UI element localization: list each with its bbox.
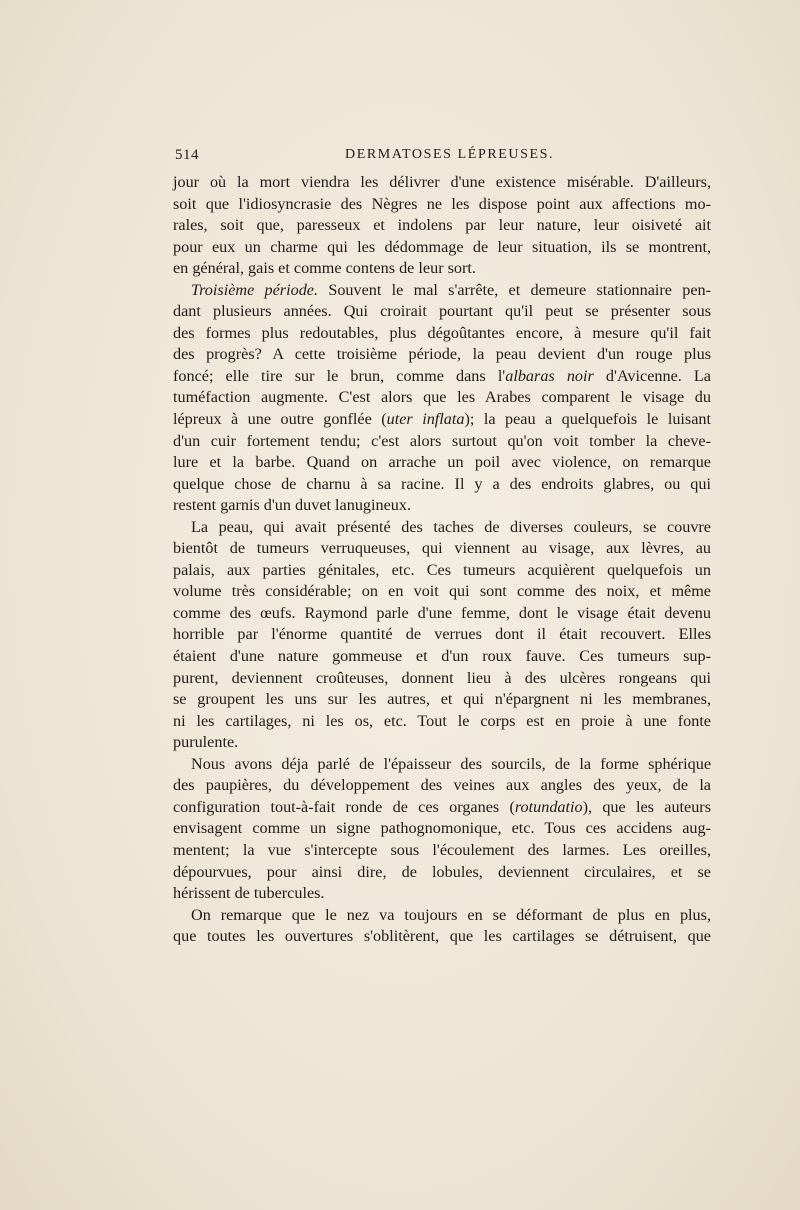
text-line: On remarque que le nez va toujours en se déformant de plus en plus, [191,905,711,924]
text-line: palais, aux parties génitales, etc. Ces tumeurs acquièrent quelquefois un [173,560,711,579]
text-line: comme des œufs. Raymond parle d'une femme, dont le visage était devenu [173,603,711,622]
text-line: ni les cartilages, ni les os, etc. Tout le corps est en proie à une fonte [173,711,711,730]
text-line: La peau, qui avait présenté des taches de diverses couleurs, se couvre [191,517,711,536]
text-line: volume très considérable; on en voit qui sont comme des noix, et même [173,582,711,601]
section-heading: Troisième période. [191,280,319,299]
text-line: hérissent de tubercules. [173,884,325,903]
text-line: lure et la barbe. Quand on arrache un poil avec violence, on remarque [173,453,711,472]
running-head: DERMATOSES LÉPREUSES. [345,147,555,162]
page-number: 514 [175,147,199,163]
text-line: quelque chose de charnu à sa racine. Il y a des endroits glabres, ou qui [173,474,711,493]
text-line: pour eux un charme qui les dédommage de leur situation, ils se montrent, [173,237,711,256]
text-line: des progrès? A cette troisième période, la peau devient d'un rouge plus [173,345,711,364]
page-header [175,147,711,169]
text-line: envisagent comme un signe pathognomonique, etc. Tous ces accidens aug- [173,819,711,838]
paragraph [173,754,711,905]
text-line: d'un cuir fortement tendu; c'est alors surtout qu'on voit tomber la cheve- [173,431,711,450]
text-line: restent garnis d'un duvet lanugineux. [173,496,412,515]
text-line: horrible par l'énorme quantité de verrues dont il était recouvert. Elles [173,625,711,644]
text-line: des paupières, du développement des veines aux angles des yeux, de la [173,776,711,795]
text-line [173,280,711,302]
text-line: foncé; elle tire sur le brun, comme dans l'albaras noir d'Avicenne. La [173,366,711,385]
paragraph [173,905,711,948]
text-line: dépourvues, pour ainsi dire, de lobules, deviennent circulaires, et se [173,862,711,881]
text-line: des formes plus redoutables, plus dégoûtantes encore, à mesure qu'il fait [173,323,711,342]
text-line: configuration tout-à-fait ronde de ces organes (rotundatio), que les auteurs [173,797,711,816]
text-line: se groupent les uns sur les autres, et qui n'épargnent ni les membranes, [173,690,711,709]
text-line: rales, soit que, paresseux et indolens par leur nature, leur oisiveté ait [173,216,711,235]
text-line: mentent; la vue s'intercepte sous l'écoulement des larmes. Les oreilles, [173,840,711,859]
text-line: bientôt de tumeurs verruqueuses, qui viennent au visage, aux lèvres, au [173,539,711,558]
text-line: en général, gais et comme contens de leur sort. [173,259,476,278]
text-line: étaient d'une nature gommeuse et d'un roux fauve. Ces tumeurs sup- [173,647,711,666]
paragraph [173,517,711,754]
text-line: soit que l'idiosyncrasie des Nègres ne les dispose point aux affections mo- [173,194,711,213]
text-line: tuméfaction augmente. C'est alors que les Arabes comparent le visage du [173,388,711,407]
text-line: que toutes les ouvertures s'oblitèrent, que les cartilages se détruisent, que [173,927,711,946]
text-line: lépreux à une outre gonflée (uter inflata); la peau a quelquefois le luisant [173,410,711,429]
text-line: purent, deviennent croûteuses, donnent lieu à des ulcères rongeans qui [173,668,711,687]
body-text [173,172,711,948]
text-line-rest: Souvent le mal s'arrête, et demeure stationnaire pen- [328,280,712,299]
paragraph [173,280,711,517]
text-line: dant plusieurs années. Qui croirait pourtant qu'il peut se présenter sous [173,302,711,321]
text-line: Nous avons déja parlé de l'épaisseur des sourcils, de la forme sphérique [191,754,711,773]
paragraph [173,172,711,280]
text-line: purulente. [173,733,239,752]
text-line: jour où la mort viendra les délivrer d'une existence misérable. D'ailleurs, [173,173,711,191]
